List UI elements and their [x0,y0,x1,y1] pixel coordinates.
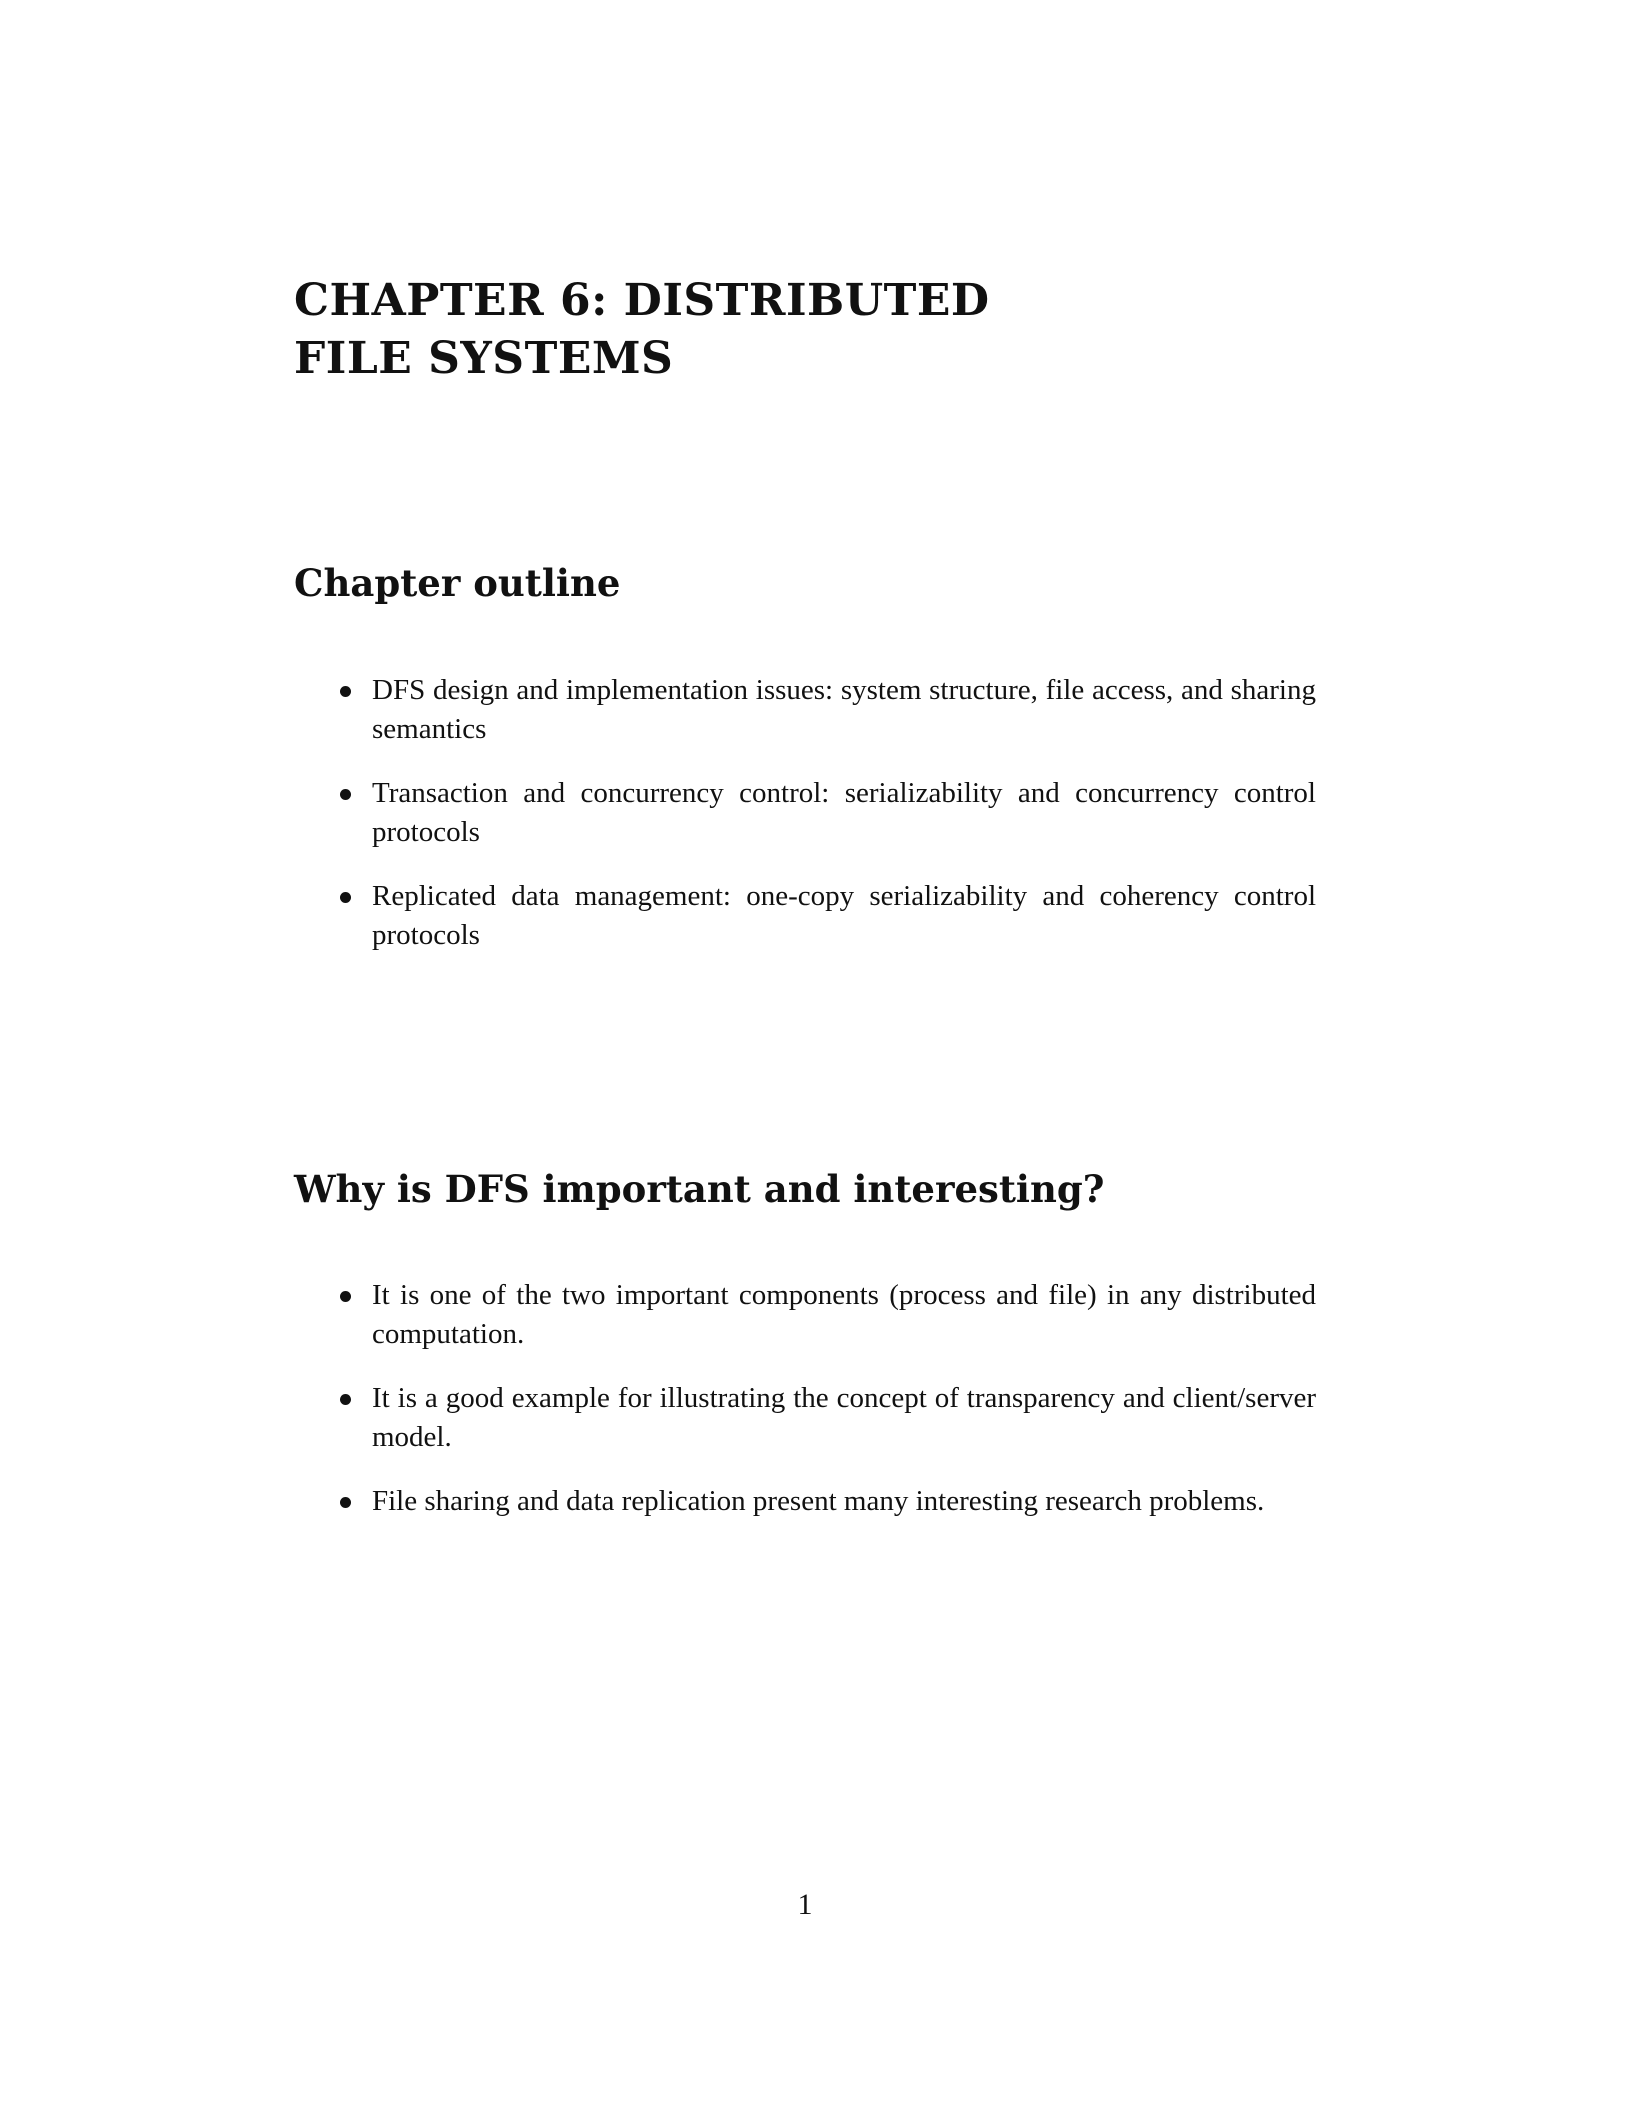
chapter-title-line-1: CHAPTER 6: DISTRIBUTED [294,275,990,326]
bullet-icon [340,892,351,903]
list-item-text: Transaction and concurrency control: serializability and concurrency control protocols [372,777,1316,848]
list-item-text: Replicated data management: one-copy serializability and coherency control protocols [372,880,1316,951]
bullet-icon [340,686,351,697]
list-item [336,1276,1316,1354]
list-item [336,1379,1316,1457]
section-heading-chapter-outline: Chapter outline [294,561,621,605]
list-item-text: DFS design and implementation issues: system structure, file access, and sharing semantics [372,674,1316,745]
bullet-icon [340,1291,351,1302]
bullet-icon [340,1394,351,1405]
chapter-title [294,272,1394,388]
bullet-icon [340,1497,351,1508]
list-item-text: It is one of the two important components (process and file) in any distributed computation. [372,1279,1316,1350]
list-item [336,774,1316,852]
bullet-icon [340,789,351,800]
list-item [336,877,1316,955]
chapter-title-line-2: FILE SYSTEMS [294,333,674,384]
list-item-text: It is a good example for illustrating the concept of transparency and client/server model. [372,1382,1316,1453]
list-item [336,671,1316,749]
list-item [336,1482,1316,1521]
why-dfs-list [336,1276,1316,1546]
chapter-outline-list [336,671,1316,980]
list-item-text: File sharing and data replication present many interesting research problems. [372,1485,1265,1517]
page-number: 1 [797,1888,813,1921]
section-heading-why-dfs: Why is DFS important and interesting? [294,1167,1105,1211]
